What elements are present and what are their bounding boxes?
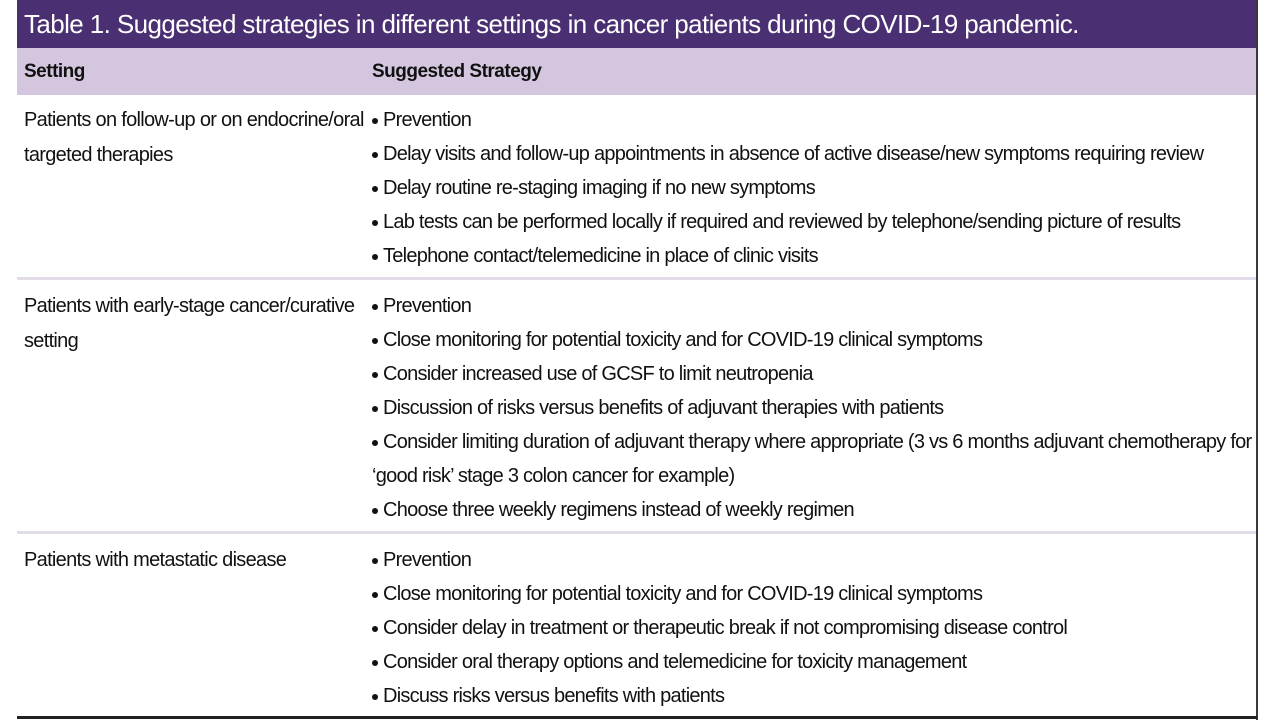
bullet-icon <box>372 372 378 378</box>
bullet-icon <box>372 558 378 564</box>
bullet-icon <box>372 186 378 192</box>
table-body <box>17 95 1257 720</box>
strategy-item <box>372 543 1257 577</box>
strategy-text: Discuss risks versus benefits with patients <box>383 685 725 707</box>
strategy-text: Prevention <box>383 295 472 317</box>
table-title: Table 1. Suggested strategies in different settings in cancer patients during COVID-19 pandemic. <box>17 0 1257 48</box>
bullet-icon <box>372 406 378 412</box>
strategy-text: Close monitoring for potential toxicity and for COVID-19 clinical symptoms <box>383 329 983 351</box>
bullet-icon <box>372 118 378 124</box>
strategy-text: Lab tests can be performed locally if required and reviewed by telephone/sending picture of results <box>383 211 1181 233</box>
table-row <box>17 280 1257 534</box>
header-setting: Setting <box>24 60 85 82</box>
bullet-icon <box>372 254 378 260</box>
bullet-icon <box>372 152 378 158</box>
strategy-item <box>372 205 1257 239</box>
strategy-item <box>372 645 1257 679</box>
strategy-item <box>372 357 1257 391</box>
table-header-row <box>17 48 1257 95</box>
bullet-icon <box>372 508 378 514</box>
strategy-list <box>372 103 1257 277</box>
bullet-icon <box>372 694 378 700</box>
strategy-item <box>372 679 1257 713</box>
strategy-item <box>372 425 1257 493</box>
strategy-text: Telephone contact/telemedicine in place of clinic visits <box>383 245 818 267</box>
strategy-item <box>372 289 1257 323</box>
strategy-text: Choose three weekly regimens instead of weekly regimen <box>383 499 854 521</box>
table-bottom-border <box>17 716 1257 719</box>
strategy-text: Consider increased use of GCSF to limit neutropenia <box>383 363 813 385</box>
bullet-icon <box>372 304 378 310</box>
strategy-item <box>372 103 1257 137</box>
strategy-text: Consider oral therapy options and telemedicine for toxicity management <box>383 651 967 673</box>
strategy-item <box>372 323 1257 357</box>
bullet-icon <box>372 338 378 344</box>
strategy-item <box>372 493 1257 527</box>
table-row <box>17 95 1257 280</box>
setting-cell: Patients on follow-up or on endocrine/oral targeted therapies <box>24 109 364 166</box>
table-row <box>17 534 1257 720</box>
bullet-icon <box>372 440 378 446</box>
setting-cell: Patients with early-stage cancer/curative setting <box>24 295 355 352</box>
strategy-item <box>372 239 1257 273</box>
strategy-text: Close monitoring for potential toxicity and for COVID-19 clinical symptoms <box>383 583 983 605</box>
strategy-text: Prevention <box>383 549 472 571</box>
table-right-border <box>1256 0 1258 720</box>
strategy-item <box>372 391 1257 425</box>
strategy-item <box>372 577 1257 611</box>
bullet-icon <box>372 660 378 666</box>
strategies-table <box>17 0 1257 720</box>
strategy-text: Prevention <box>383 109 472 131</box>
strategy-item <box>372 611 1257 645</box>
strategy-list <box>372 289 1257 531</box>
strategy-text: Consider limiting duration of adjuvant therapy where appropriate (3 vs 6 months adjuvant chemotherapy for ‘good risk’ stage 3 colon cancer for example) <box>372 431 1252 487</box>
strategy-item <box>372 137 1257 171</box>
strategy-text: Delay routine re-staging imaging if no new symptoms <box>383 177 815 199</box>
strategy-list <box>372 543 1257 720</box>
bullet-icon <box>372 626 378 632</box>
strategy-text: Delay visits and follow-up appointments in absence of active disease/new symptoms requiring review <box>383 143 1204 165</box>
strategy-text: Discussion of risks versus benefits of adjuvant therapies with patients <box>383 397 944 419</box>
bullet-icon <box>372 592 378 598</box>
strategy-text: Consider delay in treatment or therapeutic break if not compromising disease control <box>383 617 1068 639</box>
header-suggested-strategy: Suggested Strategy <box>372 60 542 82</box>
strategy-item <box>372 171 1257 205</box>
setting-cell: Patients with metastatic disease <box>24 549 287 571</box>
bullet-icon <box>372 220 378 226</box>
